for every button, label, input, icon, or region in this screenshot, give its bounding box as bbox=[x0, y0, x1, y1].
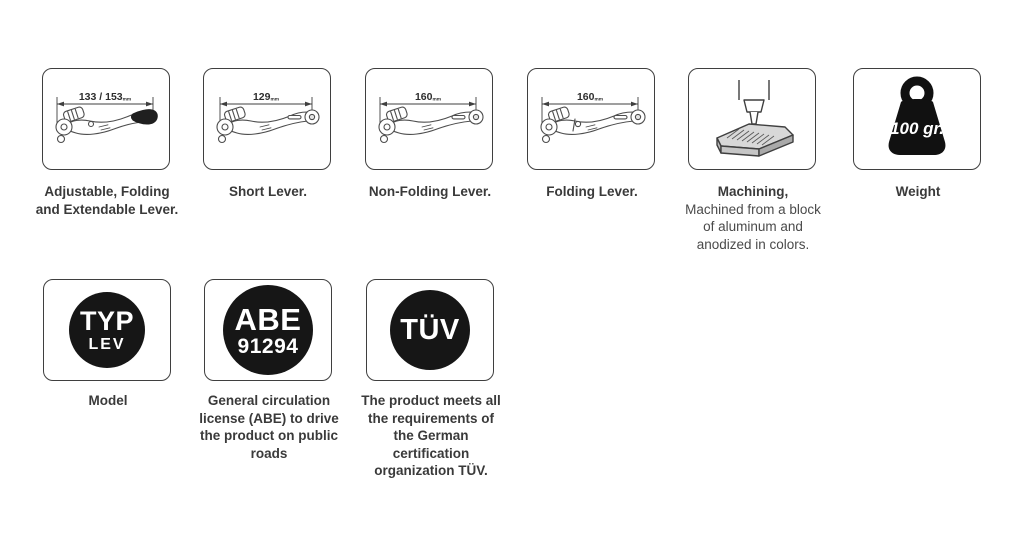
tuv-badge bbox=[390, 290, 470, 370]
badge-top-text: TYP bbox=[79, 305, 134, 336]
weight-icon bbox=[854, 70, 980, 168]
badge-top-text: TÜV bbox=[400, 313, 460, 346]
svg-text:133 / 153mm: 133 / 153mm bbox=[78, 91, 132, 103]
caption-line: Non-Folding Lever. bbox=[368, 184, 492, 199]
caption-line: of aluminum and bbox=[703, 219, 803, 234]
lever-adjustable-icon bbox=[43, 70, 169, 168]
feature-card-machining bbox=[688, 68, 816, 170]
feature-card-folding-lever bbox=[527, 68, 655, 170]
feature-card-short-lever bbox=[203, 68, 331, 170]
feature-card-adjustable-lever bbox=[42, 68, 170, 170]
feature-card-weight bbox=[853, 68, 981, 170]
feature-card-non-folding-lever bbox=[365, 68, 493, 170]
caption-line: Machining, bbox=[717, 184, 789, 199]
caption-line: organization TÜV. bbox=[374, 463, 488, 478]
feature-card-model bbox=[43, 279, 171, 381]
lever-folding-icon bbox=[528, 70, 654, 168]
caption-line: The product meets all bbox=[361, 393, 501, 408]
lever-non-folding-icon bbox=[366, 70, 492, 168]
feature-card-tuv bbox=[366, 279, 494, 381]
caption-line: Machined from a block bbox=[685, 201, 821, 217]
badge-bottom-text: 91294 bbox=[237, 334, 299, 358]
caption-line: license (ABE) to drive bbox=[199, 410, 339, 426]
caption-line: roads bbox=[250, 445, 288, 461]
caption-tuv bbox=[331, 392, 531, 480]
typ-lev-badge bbox=[69, 292, 145, 368]
caption-line: certification bbox=[392, 445, 470, 461]
caption-secondary-text bbox=[653, 201, 853, 254]
caption-text bbox=[818, 183, 1018, 201]
feature-card-abe bbox=[204, 279, 332, 381]
caption-line: anodized in colors. bbox=[696, 236, 810, 252]
svg-text:160mm: 160mm bbox=[414, 91, 442, 103]
caption-line: Short Lever. bbox=[228, 184, 308, 199]
machining-icon bbox=[689, 70, 815, 168]
caption-text bbox=[331, 392, 531, 480]
svg-text:160mm: 160mm bbox=[576, 91, 604, 103]
weight-value-label: 100 gr. bbox=[890, 119, 944, 138]
caption-line: and Extendable Lever. bbox=[35, 201, 179, 217]
caption-line: Model bbox=[88, 393, 128, 408]
badge-top-text: ABE bbox=[234, 301, 302, 337]
caption-weight bbox=[818, 183, 1018, 201]
caption-line: Adjustable, Folding bbox=[44, 184, 170, 199]
caption-line: the requirements of bbox=[367, 410, 495, 426]
caption-line: Weight bbox=[895, 184, 941, 199]
lever-short-icon bbox=[204, 70, 330, 168]
svg-text:129mm: 129mm bbox=[252, 91, 280, 103]
abe-badge bbox=[223, 285, 313, 375]
caption-line: General circulation bbox=[207, 393, 331, 408]
caption-line: Folding Lever. bbox=[546, 184, 638, 199]
badge-bottom-text: LEV bbox=[88, 335, 126, 353]
caption-line: the product on public bbox=[200, 428, 338, 443]
caption-line: the German bbox=[393, 428, 469, 443]
